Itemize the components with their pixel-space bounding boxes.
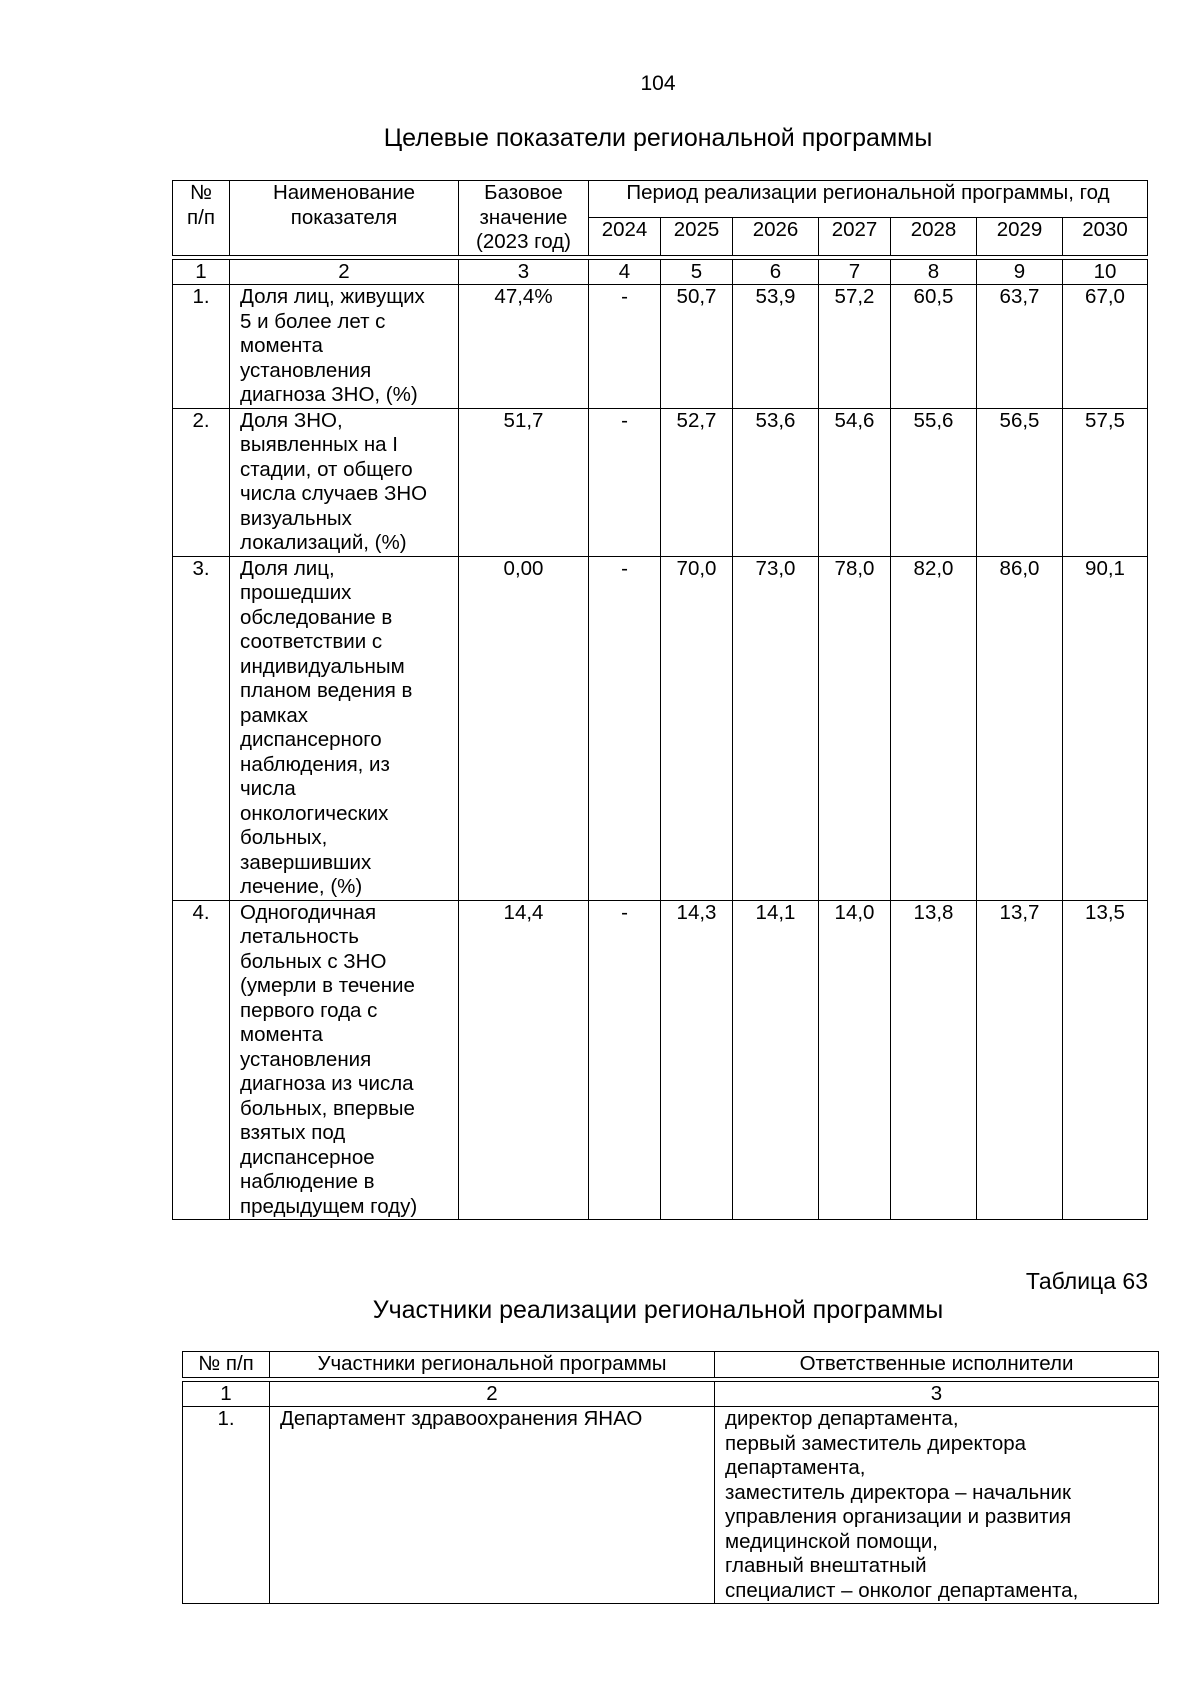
year-value: 86,0 <box>977 556 1063 900</box>
cell-line: больных, впервые <box>240 1096 415 1120</box>
column-number: 10 <box>1063 259 1148 285</box>
cell-line: управления организации и развития <box>725 1505 1072 1528</box>
cell-line: обследование в <box>240 605 393 629</box>
cell-line: взятых под <box>240 1121 346 1144</box>
cell-line: летальность <box>240 925 359 948</box>
indicator-name <box>230 408 459 556</box>
header-cell: Участники региональной программы <box>270 1352 715 1378</box>
table-row <box>173 900 1148 1220</box>
header-cell: № п/п <box>183 1352 270 1378</box>
cell-line: диспансерное <box>240 1145 375 1169</box>
year-value: 56,5 <box>977 408 1063 556</box>
row-num: 1. <box>173 285 230 409</box>
header-base <box>459 181 589 256</box>
column-number: 7 <box>819 259 891 285</box>
year-value: 53,6 <box>733 408 819 556</box>
table-row <box>173 285 1148 409</box>
header-num <box>173 181 230 256</box>
column-number: 3 <box>459 259 589 285</box>
year-value: 90,1 <box>1063 556 1148 900</box>
year-value: 13,5 <box>1063 900 1148 1220</box>
column-number: 5 <box>661 259 733 285</box>
year-value: 70,0 <box>661 556 733 900</box>
column-number: 9 <box>977 259 1063 285</box>
year-value: - <box>589 900 661 1220</box>
year-value: - <box>589 556 661 900</box>
year-value: 53,9 <box>733 285 819 409</box>
table-number: Таблица 63 <box>1025 1268 1148 1294</box>
cell-line: предыдущем году) <box>240 1194 418 1218</box>
header-row <box>173 181 1148 218</box>
cell-line: Одногодичная <box>240 900 377 924</box>
cell-line: момента <box>240 334 323 357</box>
cell-line: онкологических <box>240 801 389 825</box>
cell-line: больных с ЗНО <box>240 949 387 973</box>
cell-line: рамках <box>240 703 308 727</box>
header-year: 2025 <box>661 218 733 255</box>
header-year: 2030 <box>1063 218 1148 255</box>
cell-line: значение <box>479 205 568 229</box>
header-cell: Ответственные исполнители <box>715 1352 1159 1378</box>
header-period: Период реализации региональной программы, год <box>589 181 1148 218</box>
indicator-name <box>230 556 459 900</box>
cell-line: Наименование <box>272 181 416 204</box>
header-year: 2028 <box>891 218 977 255</box>
cell-line: Доля ЗНО, <box>240 408 343 432</box>
cell-line: главный внештатный <box>725 1554 927 1577</box>
executors <box>715 1407 1159 1604</box>
table-row <box>173 556 1148 900</box>
base-value: 14,4 <box>459 900 589 1220</box>
year-value: 57,2 <box>819 285 891 409</box>
cell-line: диагноза ЗНО, (%) <box>240 383 418 406</box>
year-value: 52,7 <box>661 408 733 556</box>
cell-line: установления <box>240 1047 372 1071</box>
cell-line: локализаций, (%) <box>240 531 407 554</box>
cell-line: № <box>190 181 212 204</box>
year-value: 82,0 <box>891 556 977 900</box>
header-row <box>183 1352 1159 1378</box>
row-num: 3. <box>173 556 230 900</box>
indicators-table <box>172 180 1148 1220</box>
cell-line: Базовое <box>484 181 563 204</box>
column-number: 8 <box>891 259 977 285</box>
year-value: 50,7 <box>661 285 733 409</box>
cell-line: диагноза из числа <box>240 1072 414 1095</box>
cell-line: больных, <box>240 826 328 849</box>
cell-line: соответствии с <box>240 630 383 653</box>
cell-line: стадии, от общего <box>240 457 413 481</box>
cell-line: медицинской помощи, <box>725 1529 938 1553</box>
year-value: - <box>589 408 661 556</box>
cell-line: специалист – онколог департамента, <box>725 1578 1079 1602</box>
indicator-name <box>230 900 459 1220</box>
year-value: 63,7 <box>977 285 1063 409</box>
cell-line: наблюдение в <box>240 1170 375 1193</box>
cell-line: департамента, <box>725 1456 866 1479</box>
year-value: 57,5 <box>1063 408 1148 556</box>
cell-line: завершивших <box>240 850 372 874</box>
column-number: 1 <box>173 259 230 285</box>
base-value: 0,00 <box>459 556 589 900</box>
cell-line: показателя <box>290 205 398 229</box>
row-num: 2. <box>173 408 230 556</box>
year-value: 67,0 <box>1063 285 1148 409</box>
cell-line: первый заместитель директора <box>725 1431 1027 1455</box>
cell-line: (умерли в течение <box>240 974 415 997</box>
year-value: 14,3 <box>661 900 733 1220</box>
base-value: 47,4% <box>459 285 589 409</box>
page-number: 104 <box>640 72 676 95</box>
table-row <box>173 408 1148 556</box>
participants-table <box>182 1351 1159 1604</box>
cell-line: планом ведения в <box>240 679 413 702</box>
cell-line: первого года с <box>240 998 378 1022</box>
cell-line: момента <box>240 1023 323 1046</box>
participant-name: Департамент здравоохранения ЯНАО <box>270 1407 715 1604</box>
cell-line: числа <box>240 777 296 800</box>
cell-line: Доля лиц, <box>240 556 335 580</box>
cell-line: лечение, (%) <box>240 875 363 898</box>
year-value: - <box>589 285 661 409</box>
year-value: 78,0 <box>819 556 891 900</box>
cell-line: наблюдения, из <box>240 752 390 776</box>
column-number: 2 <box>230 259 459 285</box>
column-number: 3 <box>715 1381 1159 1407</box>
year-value: 13,7 <box>977 900 1063 1220</box>
header-year: 2027 <box>819 218 891 255</box>
cell-line: заместитель директора – начальник <box>725 1480 1071 1504</box>
header-year: 2024 <box>589 218 661 255</box>
indicator-name <box>230 285 459 409</box>
cell-line: Доля лиц, живущих <box>240 285 425 308</box>
participants-table-title: Участники реализации региональной программы <box>372 1296 944 1324</box>
table-row <box>183 1407 1159 1604</box>
cell-line: (2023 год) <box>476 230 571 253</box>
column-number: 2 <box>270 1381 715 1407</box>
header-name <box>230 181 459 256</box>
header-year: 2029 <box>977 218 1063 255</box>
cell-line: числа случаев ЗНО <box>240 482 428 505</box>
column-number: 4 <box>589 259 661 285</box>
cell-line: визуальных <box>240 506 352 530</box>
cell-line: установления <box>240 358 372 382</box>
cell-line: прошедших <box>240 581 352 604</box>
cell-line: выявленных на I <box>240 433 398 456</box>
year-value: 55,6 <box>891 408 977 556</box>
header-year: 2026 <box>733 218 819 255</box>
column-number: 6 <box>733 259 819 285</box>
column-numbers-row <box>173 259 1148 285</box>
row-num: 4. <box>173 900 230 1220</box>
cell-line: директор департамента, <box>725 1407 959 1430</box>
year-value: 60,5 <box>891 285 977 409</box>
cell-line: п/п <box>187 205 215 229</box>
column-number: 1 <box>183 1381 270 1407</box>
year-value: 73,0 <box>733 556 819 900</box>
indicators-table-title: Целевые показатели региональной программы <box>383 124 933 152</box>
cell-line: 5 и более лет с <box>240 309 386 333</box>
year-value: 13,8 <box>891 900 977 1220</box>
row-num: 1. <box>183 1407 270 1604</box>
column-numbers-row <box>183 1381 1159 1407</box>
year-value: 54,6 <box>819 408 891 556</box>
cell-line: индивидуальным <box>240 654 405 678</box>
year-value: 14,1 <box>733 900 819 1220</box>
year-value: 14,0 <box>819 900 891 1220</box>
base-value: 51,7 <box>459 408 589 556</box>
cell-line: диспансерного <box>240 728 382 751</box>
